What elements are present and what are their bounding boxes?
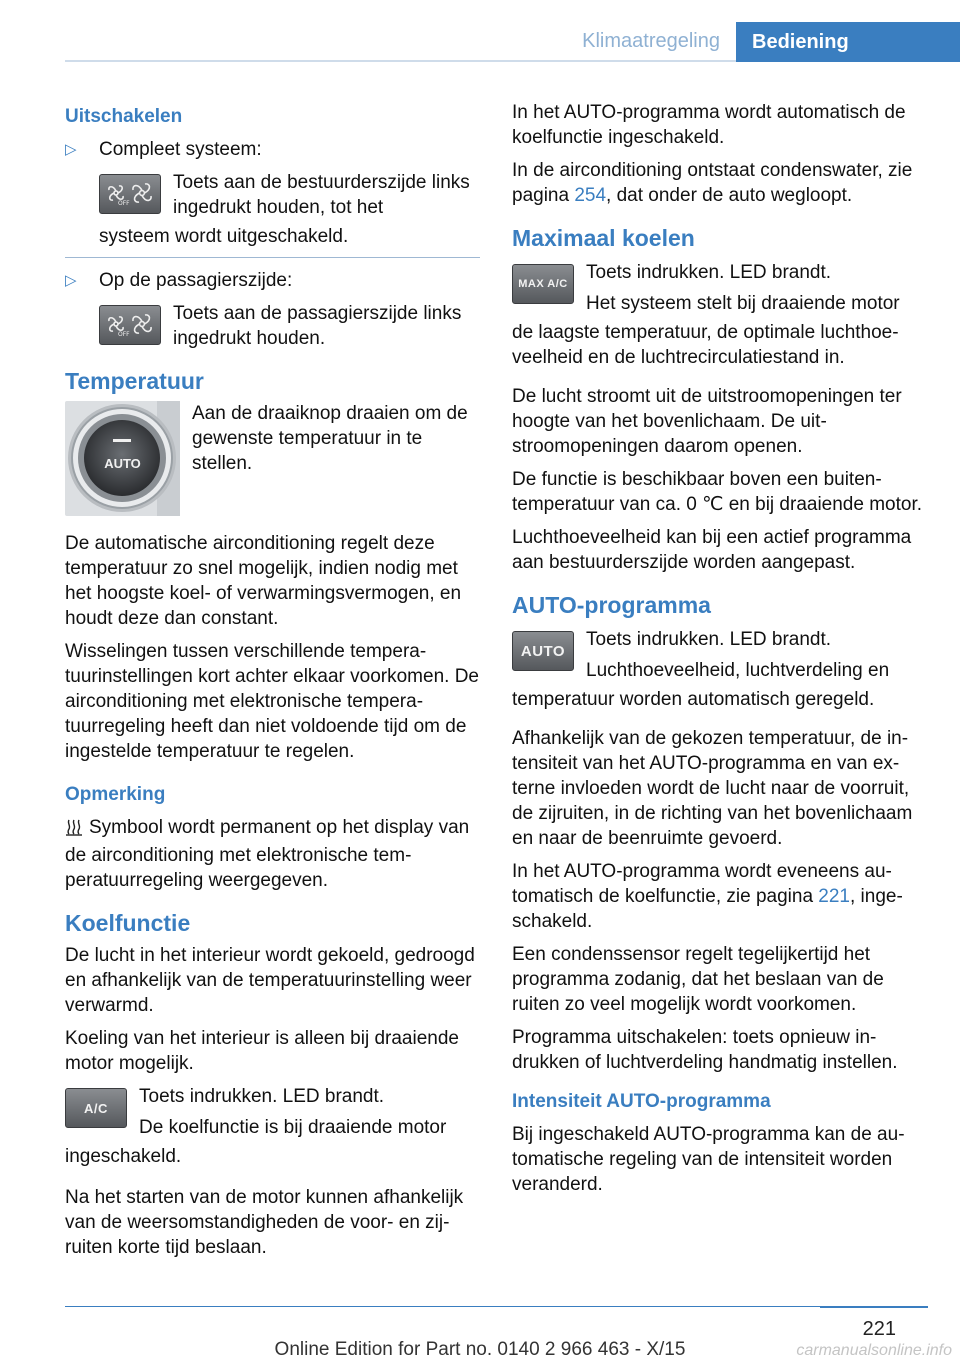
max-ac-button-icon: MAX A/C	[512, 264, 574, 304]
temperature-paragraph-1: De automatische airconditioning regelt deze temperatuur zo snel mogelijk, indien nodig met het hoogste koel- of verwarmingsvermogen, en houdt deze dan constant.	[65, 533, 462, 629]
ac-text-1: Toets indrukken. LED brandt.	[139, 1086, 385, 1107]
auto-program-heading: AUTO-programma	[512, 592, 711, 618]
footer-rule-accent	[820, 1306, 928, 1308]
bullet-complete-system	[65, 137, 480, 249]
defrost-symbol-icon	[65, 818, 89, 843]
fan-off-button-icon	[99, 305, 161, 345]
max-paragraph-3: Luchthoeveelheid kan bij een actief programma aan bestuurderszijde worden aangepast.	[512, 527, 912, 573]
page-link-254[interactable]: 254	[574, 185, 607, 206]
svg-text:OFF: OFF	[118, 200, 130, 207]
bullet1-tail: systeem wordt uitgeschakeld.	[99, 226, 349, 247]
intensity-heading: Intensiteit AUTO-programma	[512, 1091, 771, 1112]
auto-p2-text-b: , ingeschakeld.	[512, 886, 903, 932]
auto-p2-text-a: In het AUTO-programma wordt eveneens automatisch de koelfunctie, zie pagina	[512, 861, 892, 907]
right-paragraph-2	[512, 158, 927, 208]
header-section-label: Klimaatregeling	[582, 30, 720, 52]
left-column	[65, 100, 480, 1268]
bullet-passenger-side	[65, 268, 480, 351]
temperature-heading: Temperatuur	[65, 368, 204, 394]
right-p2-text-b: , dat onder de auto wegloopt.	[606, 185, 853, 206]
header-section-tab[interactable]	[540, 0, 736, 62]
ac-tail: ingeschakeld.	[65, 1146, 182, 1167]
knob-auto-label: AUTO	[104, 456, 141, 471]
max-paragraph-2: De functie is beschikbaar boven een buitentemperatuur van ca. 0 ℃ en bij draaiende motor.	[512, 469, 923, 515]
note-heading: Opmerking	[65, 784, 166, 805]
ac-button-icon: A/C	[65, 1088, 127, 1128]
bullet1-text: Toets aan de bestuurderszijde links ingedrukt houden, tot het	[173, 172, 470, 218]
auto-paragraph-3: Een condenssensor regelt tegelijkertijd het programma zodanig, dat het beslaan van de ruiten zo veel mogelijk wordt voorkomen.	[512, 944, 884, 1015]
auto-paragraph-4: Programma uitschakelen: toets opnieuw indrukken of luchtverdeling handmatig instellen.	[512, 1027, 898, 1073]
bullet-divider	[65, 257, 480, 258]
cooling-paragraph-3: Na het starten van de motor kunnen afhankelijk van de weersomstandigheden de voor- en zijruiten korte tijd beslaan.	[65, 1187, 464, 1258]
fan-off-button-icon	[99, 174, 161, 214]
right-column	[512, 100, 927, 1205]
page-footer	[0, 1306, 960, 1362]
off-heading: Uitschakelen	[65, 106, 183, 127]
auto-paragraph-2	[512, 859, 927, 934]
page-number: 221	[862, 1318, 896, 1340]
header-rule	[65, 60, 540, 62]
max-text-2: Het systeem stelt bij draaiende motor	[586, 293, 900, 314]
ac-text-2: De koelfunctie is bij draaiende motor	[139, 1117, 447, 1138]
note-text: Symbool wordt permanent op het display van de airconditioning met elektronische temperatuurregeling weergegeven.	[65, 817, 470, 891]
header-chapter-label: Bediening	[752, 31, 849, 53]
auto-text-1: Toets indrukken. LED brandt.	[586, 629, 832, 650]
max-text-1: Toets indrukken. LED brandt.	[586, 262, 832, 283]
page-link-221[interactable]: 221	[818, 886, 850, 907]
triangle-bullet-icon: ▷	[65, 272, 77, 289]
bullet2-text: Toets aan de passagierszijde links ingedrukt houden.	[173, 303, 462, 349]
max-tail: de laagste temperatuur, de optimale luchthoeveelheid en de luchtrecirculatiestand in.	[512, 322, 899, 368]
note-paragraph	[65, 815, 480, 893]
max-paragraph-1: De lucht stroomt uit de uitstroomopeningen ter hoogte van het bovenlichaam. De uitstroomopeningen daarom openen.	[512, 386, 902, 457]
auto-button-icon: AUTO	[512, 631, 574, 671]
triangle-bullet-icon: ▷	[65, 141, 77, 158]
right-p2-text-a: In de airconditioning ontstaat condenswater, zie pagina	[512, 160, 913, 206]
ac-button-block	[65, 1084, 480, 1140]
edition-note: Online Edition for Part no. 0140 2 966 463 - X/15	[274, 1339, 686, 1360]
temperature-intro: Aan de draaiknop draaien om de gewenste temperatuur in te stellen.	[192, 403, 468, 474]
cooling-paragraph-1: De lucht in het interieur wordt gekoeld, gedroogd en afhankelijk van de temperatuurinstelling weer verwarmd.	[65, 945, 475, 1016]
max-cooling-heading: Maximaal koelen	[512, 225, 695, 251]
temperature-knob-image	[65, 401, 180, 516]
auto-paragraph-1: Afhankelijk van de gekozen temperatuur, de intensiteit van het AUTO-programma en van externe invloeden wordt de lucht naar de voorruit, de zijruiten, in de richting van het bovenlichaam en naar de beenruimte gevoerd.	[512, 728, 913, 849]
temperature-paragraph-2: Wisselingen tussen verschillende temperatuurinstellingen kort achter elkaar voorkomen. De airconditioning met elektronische temperatuurregeling heeft dan niet voldoende tijd om de ingestelde temperatuur te regelen.	[65, 641, 479, 762]
cooling-heading: Koelfunctie	[65, 910, 191, 936]
svg-text:OFF: OFF	[118, 331, 130, 338]
footer-rule	[65, 1306, 928, 1307]
bullet2-title: Op de passagierszijde:	[99, 270, 293, 291]
auto-text-2: Luchthoeveelheid, luchtverdeling en	[586, 660, 890, 681]
max-ac-button-block	[512, 260, 927, 316]
bullet1-title: Compleet systeem:	[99, 139, 262, 160]
auto-tail: temperatuur worden automatisch geregeld.	[512, 689, 875, 710]
auto-button-block	[512, 627, 927, 683]
watermark: carmanualsonline.info	[796, 1342, 952, 1359]
right-paragraph-1: In het AUTO-programma wordt automatisch de koelfunctie ingeschakeld.	[512, 102, 906, 148]
temperature-block	[65, 401, 480, 521]
header-chapter-tab[interactable]	[736, 22, 960, 62]
cooling-paragraph-2: Koeling van het interieur is alleen bij draaiende motor mogelijk.	[65, 1028, 459, 1074]
intensity-paragraph: Bij ingeschakeld AUTO-programma kan de automatische regeling van de intensiteit worden veranderd.	[512, 1124, 905, 1195]
